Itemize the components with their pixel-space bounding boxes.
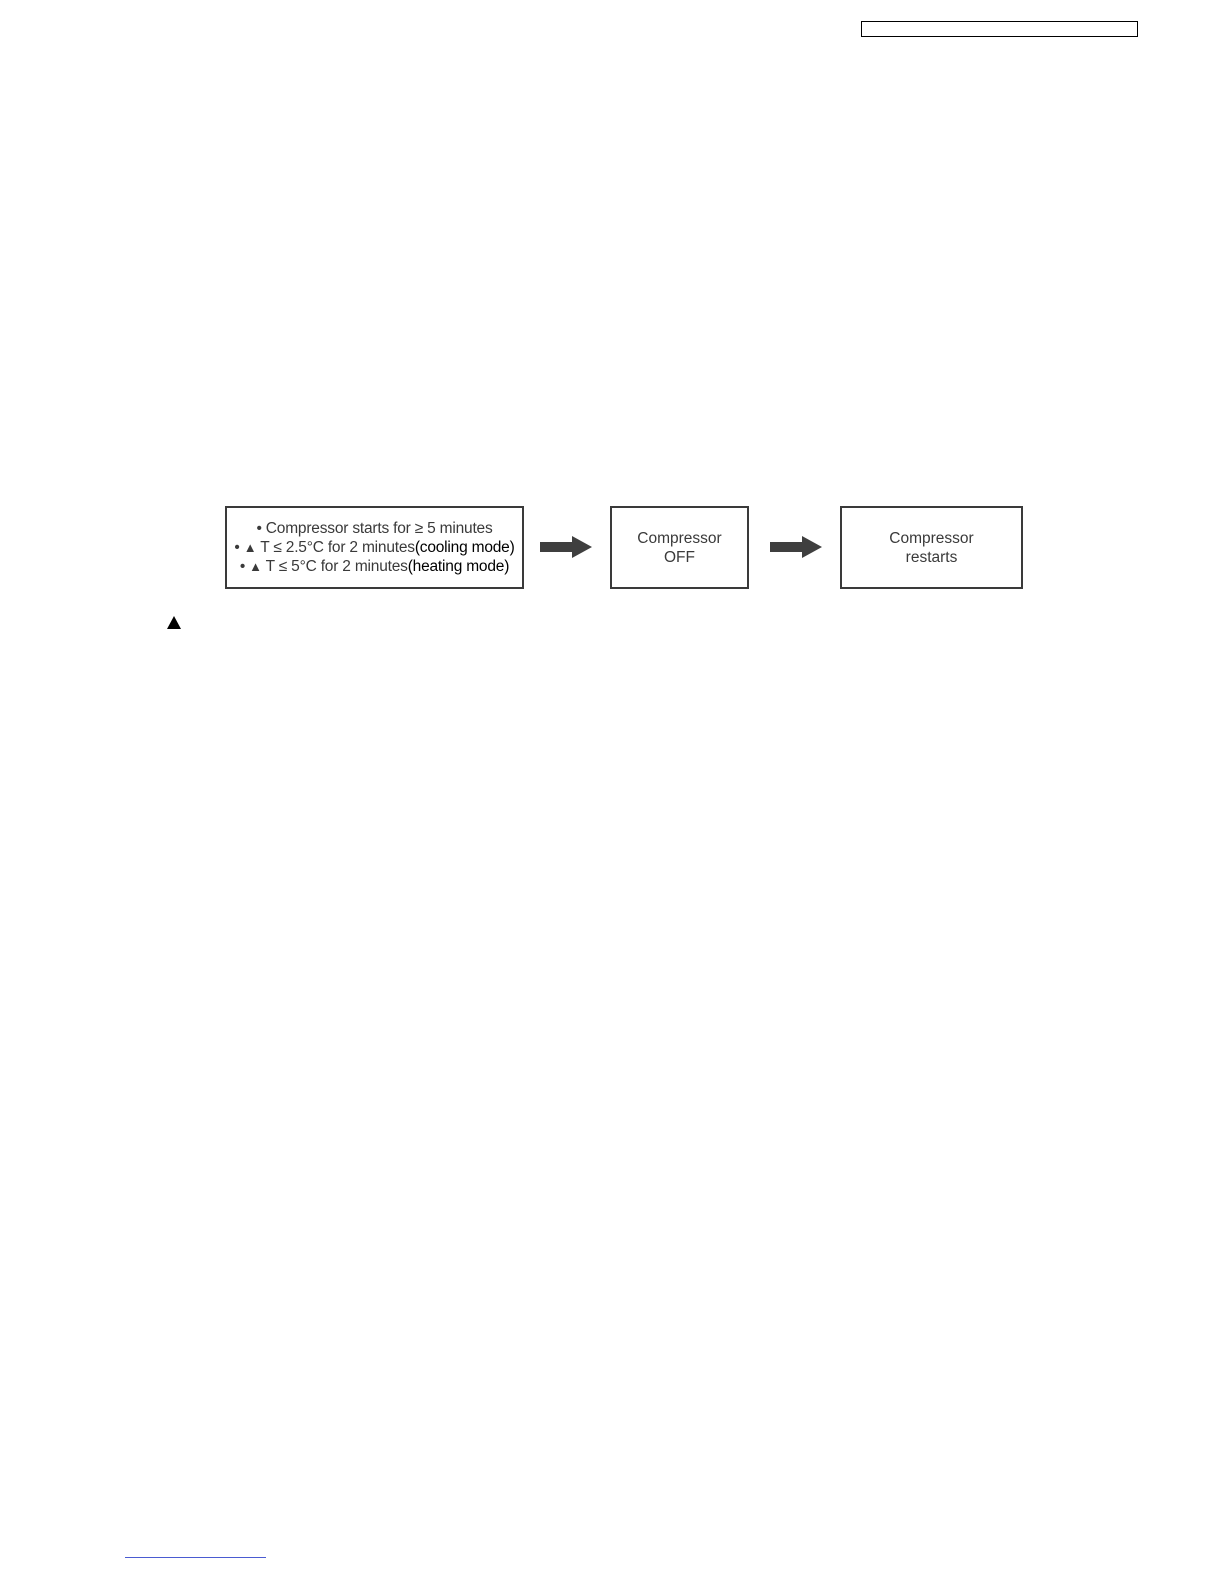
arrow-right-icon [768, 535, 824, 559]
compressor-off-line2: OFF [664, 548, 695, 566]
delta-triangle-icon: ▲ [243, 540, 257, 555]
header-model-box [861, 21, 1138, 37]
legend-triangle-icon [166, 615, 182, 631]
condition-cooling [231, 538, 518, 557]
compressor-off-box [610, 506, 749, 589]
compressor-restarts-line2: restarts [905, 548, 958, 566]
condition-heating-text: T ≤ 5°C for 2 minutes [265, 558, 408, 575]
bullet: • [234, 539, 240, 556]
compressor-restarts-box [840, 506, 1023, 589]
condition-compressor-runtime [231, 519, 518, 538]
heating-mode-label: (heating mode) [407, 558, 510, 575]
compressor-off-line1: Compressor [637, 529, 722, 547]
condition-compressor-runtime-text: • Compressor starts for ≥ 5 minutes [256, 520, 493, 537]
compressor-restarts-line1: Compressor [889, 529, 974, 547]
condition-cooling-text: T ≤ 2.5°C for 2 minutes [260, 539, 415, 556]
footer-link-underline[interactable] [125, 1557, 266, 1558]
delta-triangle-icon: ▲ [249, 559, 262, 574]
arrow-right-icon [538, 535, 594, 559]
cooling-mode-label: (cooling mode) [414, 539, 515, 556]
bullet: • [239, 558, 246, 575]
conditions-box [225, 506, 524, 589]
condition-heating [231, 557, 518, 576]
